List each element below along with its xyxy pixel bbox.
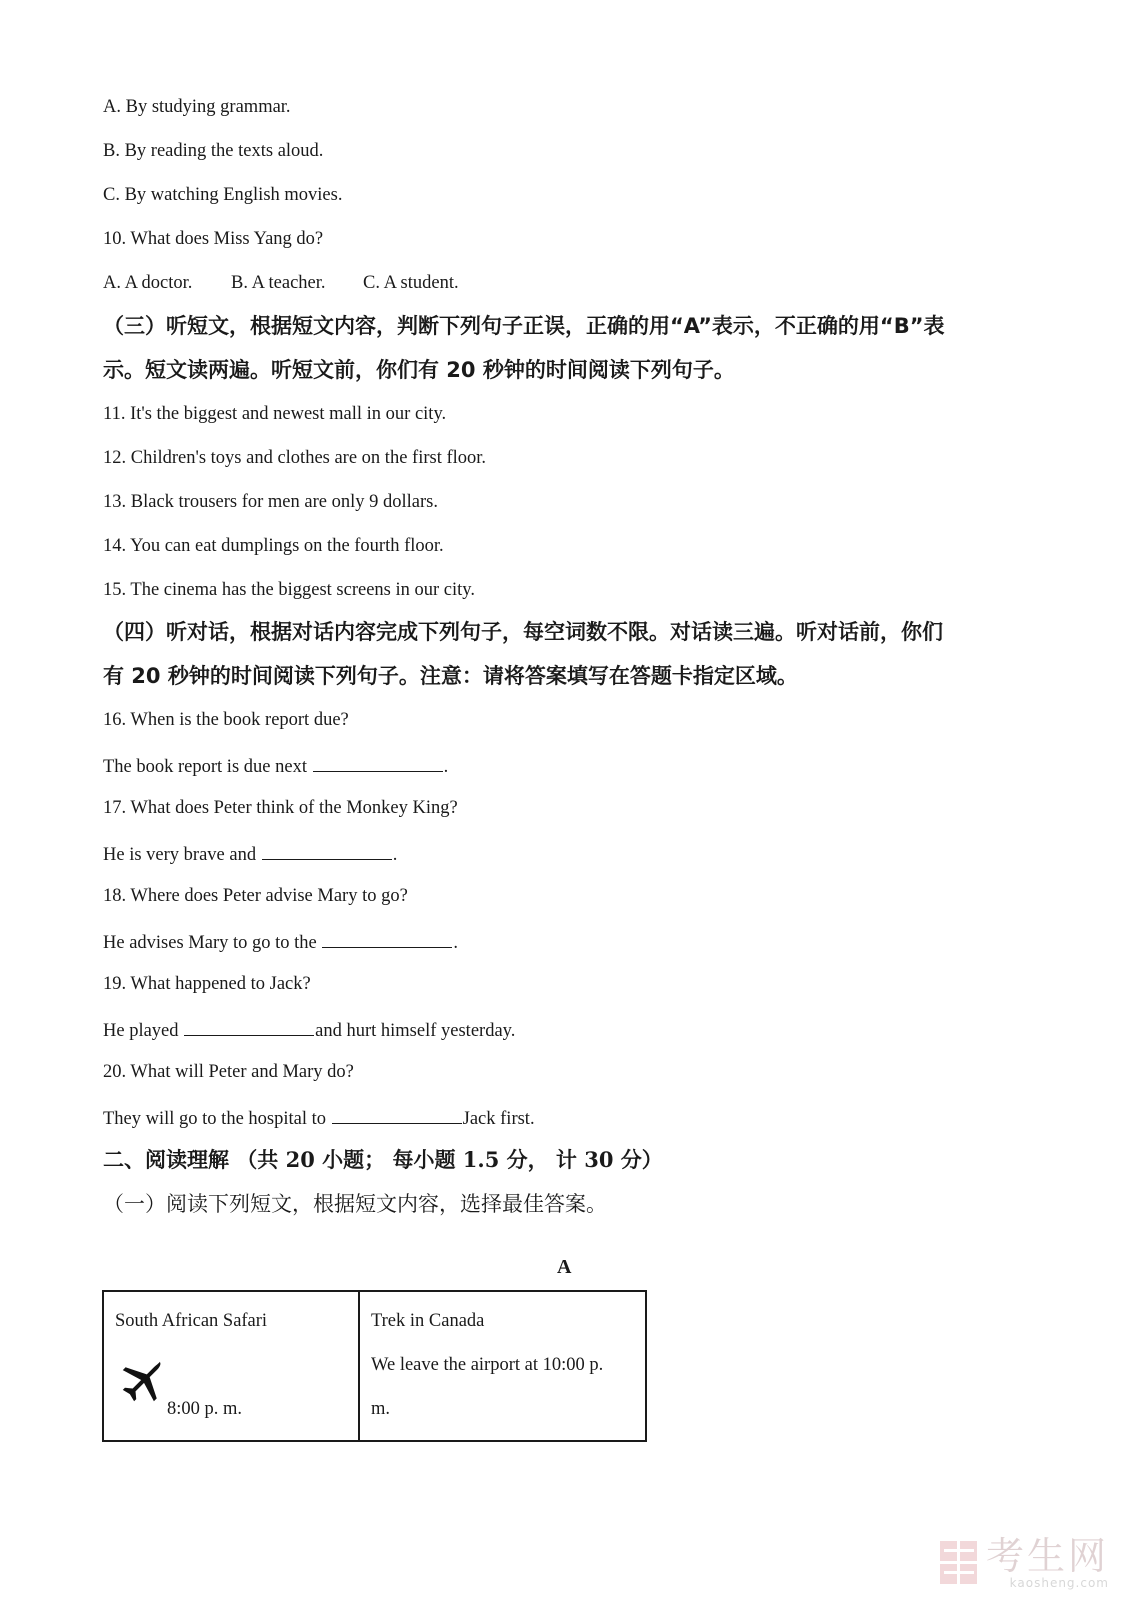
ad-departure-line1: We leave the airport at 10:00 p. <box>371 1355 604 1375</box>
q20-blank[interactable] <box>332 1105 462 1124</box>
watermark <box>940 1536 1109 1590</box>
ad-title-safari: South African Safari <box>115 1311 268 1331</box>
watermark-en: kaosheng.com <box>1009 1576 1109 1590</box>
q19-prefix: He played <box>103 1021 184 1041</box>
q16-prefix: The book report is due next <box>103 757 312 777</box>
q10-option-a: A. A doctor. <box>103 273 193 293</box>
section4-instruction-line2: 有 20 秒钟的时间阅读下列句子。注意：请将答案填写在答题卡指定区域。 <box>103 664 798 688</box>
q10-options <box>103 272 459 294</box>
q16-blank[interactable] <box>313 753 443 772</box>
kaosheng-logo-icon <box>940 1541 978 1585</box>
q20-suffix: Jack first. <box>462 1109 535 1129</box>
q17-blank[interactable] <box>262 841 392 860</box>
q19-suffix: and hurt himself yesterday. <box>315 1021 516 1041</box>
q18-prefix: He advises Mary to go to the <box>103 933 322 953</box>
part2-heading: 二、阅读理解 （共 20 小题； 每小题 1.5 分， 计 30 分） <box>103 1147 663 1172</box>
statement-15: 15. The cinema has the biggest screens in our city. <box>103 580 475 600</box>
q9-option-a: A. By studying grammar. <box>103 97 291 117</box>
section3-instruction-line2: 示。短文读两遍。听短文前，你们有 20 秒钟的时间阅读下列句子。 <box>103 358 735 382</box>
ad-time-safari: 8:00 p. m. <box>167 1399 243 1419</box>
q9-option-c: C. By watching English movies. <box>103 185 343 205</box>
section3-instruction-line1: （三）听短文，根据短文内容，判断下列句子正误，正确的用“A”表示，不正确的用“B”表 <box>103 314 945 338</box>
q20-prefix: They will go to the hospital to <box>103 1109 331 1129</box>
airplane-icon <box>118 1354 170 1406</box>
ad-title-canada: Trek in Canada <box>371 1311 485 1331</box>
q10-question: 10. What does Miss Yang do? <box>103 229 324 249</box>
ad-cell-safari <box>103 1291 359 1441</box>
statement-11: 11. It's the biggest and newest mall in our city. <box>103 404 447 424</box>
q18-answer-line <box>103 929 458 954</box>
statement-12: 12. Children's toys and clothes are on the first floor. <box>103 448 487 468</box>
q20-answer-line <box>103 1105 535 1130</box>
q19-answer-line <box>103 1017 515 1042</box>
q16-question: 16. When is the book report due? <box>103 710 349 730</box>
q17-prefix: He is very brave and <box>103 845 261 865</box>
q18-blank[interactable] <box>322 929 452 948</box>
watermark-cn: 考生网 <box>985 1534 1109 1578</box>
q19-blank[interactable] <box>184 1017 314 1036</box>
statement-14: 14. You can eat dumplings on the fourth floor. <box>103 536 444 556</box>
q17-suffix: . <box>392 845 398 865</box>
q20-question: 20. What will Peter and Mary do? <box>103 1062 354 1082</box>
q19-question: 19. What happened to Jack? <box>103 974 311 994</box>
q18-suffix: . <box>453 933 458 953</box>
ad-cell-canada <box>359 1291 646 1441</box>
q10-option-c: C. A student. <box>363 273 459 293</box>
q17-question: 17. What does Peter think of the Monkey King? <box>103 798 458 818</box>
q10-option-b: B. A teacher. <box>231 273 326 293</box>
q18-question: 18. Where does Peter advise Mary to go? <box>103 886 408 906</box>
q16-suffix: . <box>443 757 449 777</box>
part2-sub-heading: （一）阅读下列短文，根据短文内容，选择最佳答案。 <box>103 1192 607 1216</box>
travel-ads-table <box>102 1290 647 1442</box>
q9-option-b: B. By reading the texts aloud. <box>103 141 324 161</box>
passage-label: A <box>557 1256 572 1278</box>
section4-instruction-line1: （四）听对话，根据对话内容完成下列句子，每空词数不限。对话读三遍。听对话前，你们 <box>103 620 943 644</box>
q17-answer-line <box>103 841 397 866</box>
ad-departure-line2: m. <box>371 1399 391 1419</box>
q16-answer-line <box>103 753 448 778</box>
statement-13: 13. Black trousers for men are only 9 dollars. <box>103 492 438 512</box>
